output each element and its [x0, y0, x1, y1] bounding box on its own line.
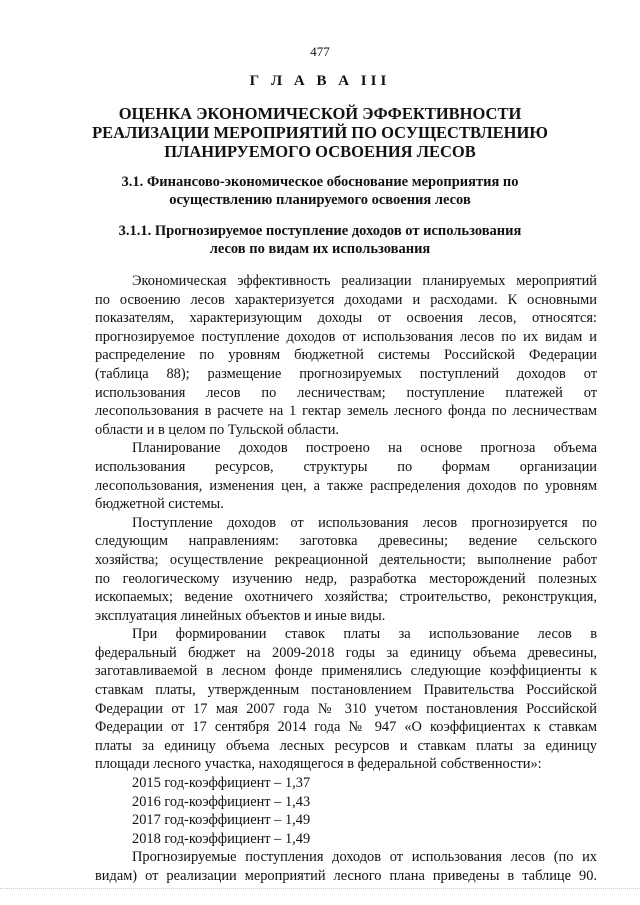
main-title-line: РЕАЛИЗАЦИИ МЕРОПРИЯТИЙ ПО ОСУЩЕСТВЛЕНИЮ — [92, 123, 548, 142]
body-line: лесопользования в расчете на 1 гектар земель лесного фонда по лесничествам — [95, 403, 597, 420]
main-title-line: ПЛАНИРУЕМОГО ОСВОЕНИЯ ЛЕСОВ — [164, 142, 476, 161]
body-line: прогнозируемое поступление доходов от использования лесов по их видам и — [95, 328, 597, 345]
body-line: Поступление доходов от использования лесов прогнозируется по — [132, 514, 597, 531]
body-line: показателям, характеризующим доходы от освоения лесов, относятся: — [95, 310, 597, 327]
coefficient-line: 2015 год-коэффициент – 1,37 — [132, 775, 311, 792]
section-heading-line: осуществлению планируемого освоения лесов — [169, 192, 471, 208]
coefficient-line: 2018 год-коэффициент – 1,49 — [132, 830, 311, 847]
main-title — [60, 104, 580, 161]
body-line: заготавливаемой в лесном фонде применялись следующие коэффициенты к — [95, 663, 597, 680]
body-line: эксплуатация линейных объектов и иные виды. — [95, 607, 386, 624]
coefficient-line: 2016 год-коэффициент – 1,43 — [132, 793, 311, 810]
body-line: Федерации от 17 сентября 2014 года № 947 «О коэффициентах к ставкам — [95, 719, 597, 736]
scan-edge-artifact — [0, 888, 640, 895]
body-line: использования ресурсов, структуры по формам организации — [95, 458, 597, 475]
body-line: распределение по уровням бюджетной системы Российской Федерации — [95, 347, 597, 364]
body-line: следующим направлениям: заготовка древесины; ведение сельского — [95, 533, 597, 550]
body-line: Экономическая эффективность реализации планируемых мероприятий — [132, 273, 597, 289]
body-line: лесопользования, изменения цен, а также распределения доходов по уровням — [95, 477, 597, 494]
body-line: ставкам платы, утвержденным постановлением Правительства Российской — [95, 682, 597, 699]
body-line: площади лесного участка, находящегося в федеральной собственности»: — [95, 756, 542, 773]
body-line: бюджетной системы. — [95, 496, 224, 513]
body-line: федеральный бюджет на 2009-2018 годы за единицу объема древесины, — [95, 644, 597, 661]
main-title-line: ОЦЕНКА ЭКОНОМИЧЕСКОЙ ЭФФЕКТИВНОСТИ — [118, 104, 522, 123]
section-heading — [90, 173, 550, 209]
subsection-heading-line: 3.1.1. Прогнозируемое поступление доходов от использования — [118, 223, 522, 239]
body-line: использования лесов по лесничествам; поступление платежей от — [95, 384, 597, 401]
body-line: области и в целом по Тульской области. — [95, 421, 340, 438]
body-line: Федерации от 17 мая 2007 года № 310 учетом постановления Российской — [95, 700, 597, 717]
body-line: Прогнозируемые поступления доходов от использования лесов (по их — [132, 849, 597, 866]
body-line: по геологическому изучению недр, разработка месторождений полезных — [95, 570, 597, 587]
body-line: платы за единицу объема лесных ресурсов и ставкам платы за единицу — [95, 737, 597, 754]
coefficient-line: 2017 год-коэффициент – 1,49 — [132, 812, 311, 829]
page-number: 477 — [310, 44, 330, 59]
chapter-heading: Г Л А В А III — [249, 73, 391, 89]
body-line: ископаемых; ведение охотничего хозяйства; строительство, реконструкция, — [95, 589, 597, 606]
body-text — [95, 272, 597, 886]
body-line: (таблица 88); размещение прогнозируемых поступлений доходов от — [95, 365, 597, 382]
body-line: Планирование доходов построено на основе прогноза объема — [132, 440, 597, 457]
body-line: При формировании ставок платы за использование лесов в — [132, 626, 597, 643]
body-line: по освоению лесов характеризуется доходами и расходами. К основными — [95, 291, 597, 308]
subsection-heading — [90, 222, 550, 258]
section-heading-line: 3.1. Финансово-экономическое обоснование мероприятия по — [121, 174, 519, 190]
subsection-heading-line: лесов по видам их использования — [209, 241, 431, 257]
body-line: хозяйства; осуществление рекреационной деятельности; выполнение работ — [95, 551, 597, 568]
body-line: видам) от реализации мероприятий лесного плана приведены в таблице 90. — [95, 868, 597, 884]
